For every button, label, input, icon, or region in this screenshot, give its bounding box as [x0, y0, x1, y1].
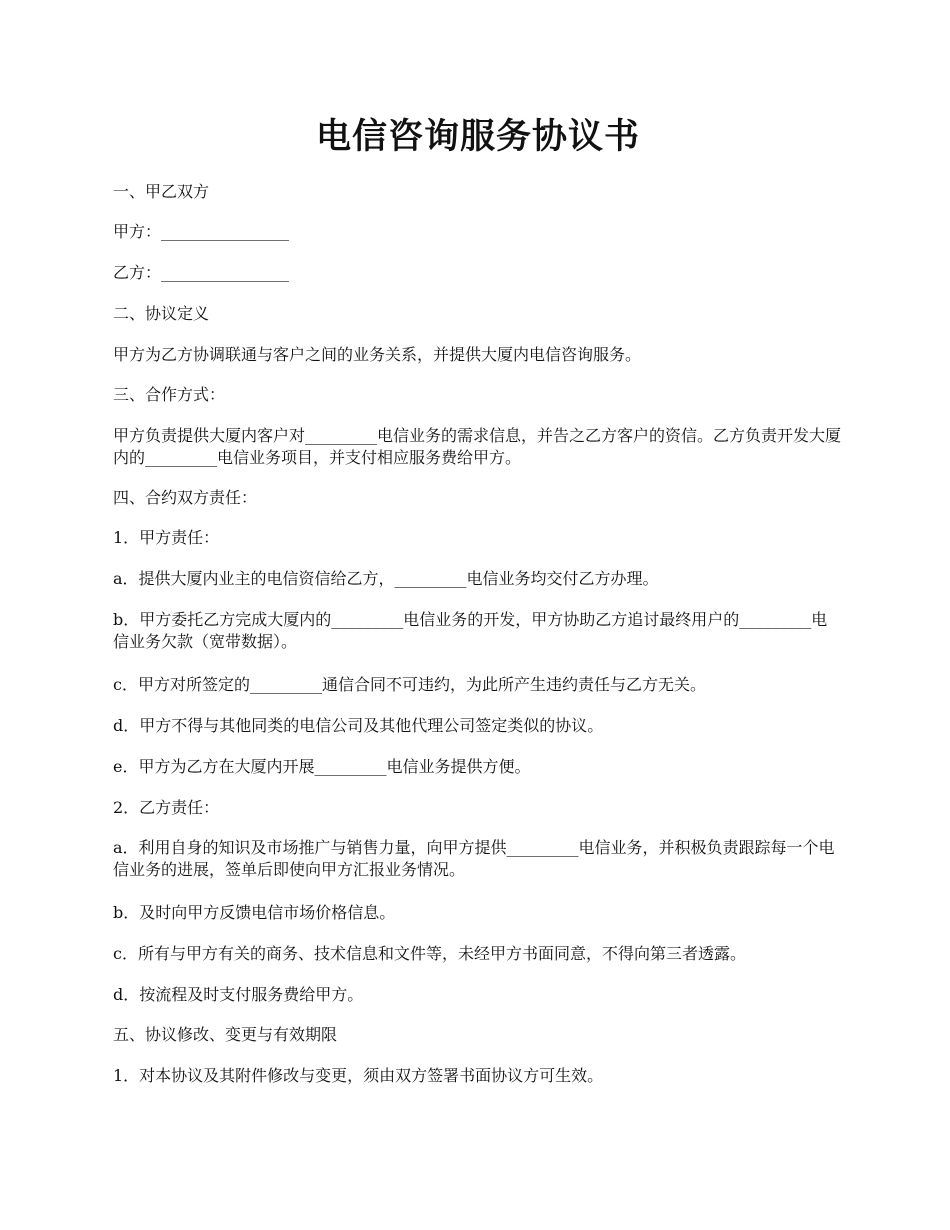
cooperation-paragraph: 甲方负责提供大厦内客户对_________电信业务的需求信息，并告之乙方客户的资信。乙方负责开发大厦内的_________电信业务项目，并支付相应服务费给甲方。	[113, 426, 842, 467]
party-a-clause-b: b．甲方委托乙方完成大厦内的_________电信业务的开发，甲方协助乙方追讨最终用户的_________电信业务欠款（宽带数据）。	[113, 610, 828, 651]
section-heading-parties: 一、甲乙双方	[113, 182, 210, 201]
party-b-clause-a: a．利用自身的知识及市场推广与销售力量，向甲方提供_________电信业务，并积极负责跟踪每一个电信业务的进展，签单后即使向甲方汇报业务情况。	[113, 838, 835, 879]
party-b-clause-c: c．所有与甲方有关的商务、技术信息和文件等，未经甲方书面同意，不得向第三者透露。	[113, 944, 746, 963]
party-a-line: 甲方：________________	[113, 222, 290, 241]
party-b-responsibility-heading: 2．乙方责任：	[113, 798, 220, 817]
party-a-clause-c: c．甲方对所签定的_________通信合同不可违约，为此所产生违约责任与乙方无关。	[113, 675, 706, 694]
section-heading-cooperation: 三、合作方式：	[113, 385, 226, 404]
section-heading-responsibilities: 四、合约双方责任：	[113, 488, 258, 507]
party-b-line: 乙方：________________	[113, 263, 290, 282]
party-b-clause-b: b．及时向甲方反馈电信市场价格信息。	[113, 903, 396, 922]
party-a-clause-d: d．甲方不得与其他同类的电信公司及其他代理公司签定类似的协议。	[113, 716, 604, 735]
section-heading-definition: 二、协议定义	[113, 304, 210, 323]
definition-paragraph: 甲方为乙方协调联通与客户之间的业务关系，并提供大厦内电信咨询服务。	[113, 345, 642, 364]
party-a-clause-e: e．甲方为乙方在大厦内开展_________电信业务提供方便。	[113, 757, 531, 776]
party-a-responsibility-heading: 1．甲方责任：	[113, 528, 220, 547]
section-heading-modification: 五、协议修改、变更与有效期限	[113, 1025, 338, 1044]
modification-clause-1: 1．对本协议及其附件修改与变更，须由双方签署书面协议方可生效。	[113, 1066, 604, 1085]
document-title: 电信咨询服务协议书	[315, 116, 640, 157]
party-b-clause-d: d．按流程及时支付服务费给甲方。	[113, 985, 364, 1004]
party-a-clause-a: a．提供大厦内业主的电信资信给乙方，_________电信业务均交付乙方办理。	[113, 569, 659, 588]
